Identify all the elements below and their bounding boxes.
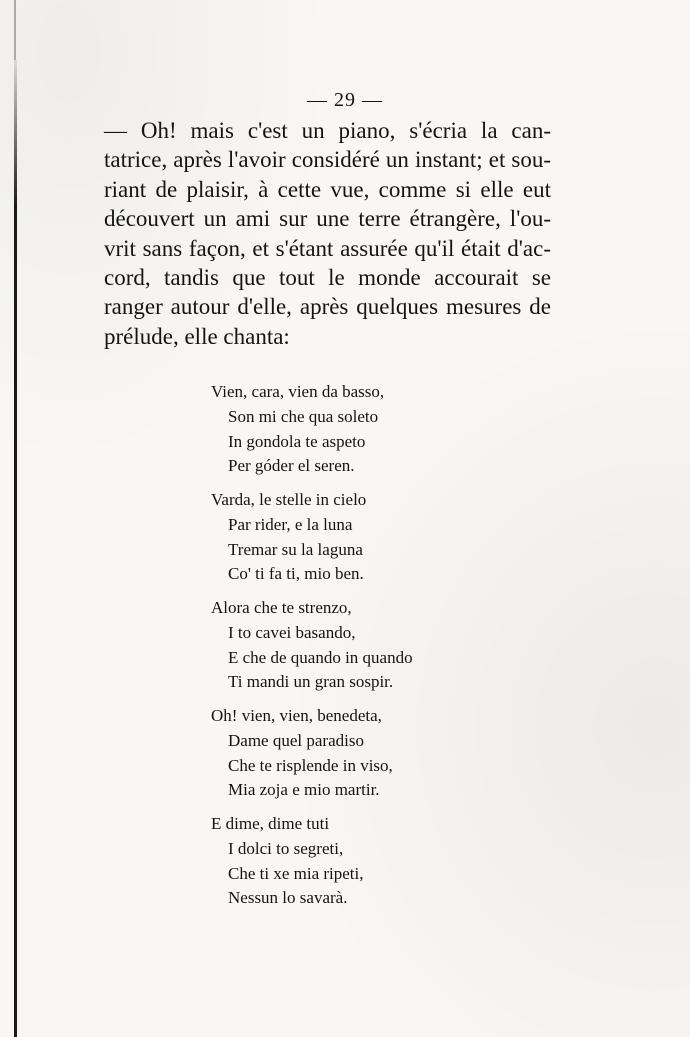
prose-line: riant de plaisir, à cette vue, comme si elle eut xyxy=(104,176,551,202)
prose-line: cord, tandis que tout le monde accourait se xyxy=(104,265,551,291)
prose-line: — Oh! mais c'est un piano, s'écria la can- xyxy=(104,118,551,143)
prose-line: tatrice, après l'avoir considéré un instant; et sou- xyxy=(104,147,551,173)
verse-line: E dime, dime tuti xyxy=(211,813,330,833)
verse-line: Che te risplende in viso, xyxy=(228,755,393,775)
binding-shadow-top xyxy=(14,0,16,60)
verse-line: Nessun lo savarà. xyxy=(228,888,348,908)
prose-paragraph xyxy=(104,116,551,351)
verse-line: Par rider, e la luna xyxy=(228,514,353,534)
song-poem xyxy=(211,380,471,920)
verse-line: E che de quando in quando xyxy=(228,647,413,667)
verse-line: Che ti xe mia ripeti, xyxy=(228,863,364,883)
prose-line: ranger autour d'elle, après quelques mesures de xyxy=(104,294,551,320)
verse-line: Oh! vien, vien, benedeta, xyxy=(211,705,382,725)
verse-line: I to cavei basando, xyxy=(228,622,356,642)
verse-line: Dame quel paradiso xyxy=(228,730,364,750)
verse-line: In gondola te aspeto xyxy=(228,431,366,451)
stanza-4 xyxy=(211,704,471,803)
verse-line: Alora che te strenzo, xyxy=(211,597,352,617)
verse-line: Tremar su la laguna xyxy=(228,539,363,559)
stanza-1 xyxy=(211,380,471,479)
verse-line: I dolci to segreti, xyxy=(228,838,344,858)
stanza-2 xyxy=(211,488,471,587)
verse-line: Ti mandi un gran sospir. xyxy=(228,672,394,692)
prose-line: prélude, elle chanta: xyxy=(104,323,290,349)
stanza-5 xyxy=(211,812,471,911)
verse-line: Mia zoja e mio martir. xyxy=(228,780,380,800)
verse-line: Varda, le stelle in cielo xyxy=(211,489,367,509)
verse-line: Co' ti fa ti, mio ben. xyxy=(228,564,364,584)
verse-line: Vien, cara, vien da basso, xyxy=(211,382,385,401)
prose-line: vrit sans façon, et s'étant assurée qu'il était d'ac- xyxy=(104,235,551,261)
verse-line: Son mi che qua soleto xyxy=(228,406,379,426)
stanza-3 xyxy=(211,596,471,695)
verse-line: Per góder el seren. xyxy=(228,456,355,476)
binding-edge xyxy=(14,60,17,1037)
page-number: — 29 — xyxy=(307,89,383,111)
prose-line: découvert un ami sur une terre étrangère, l'ou- xyxy=(104,206,551,232)
